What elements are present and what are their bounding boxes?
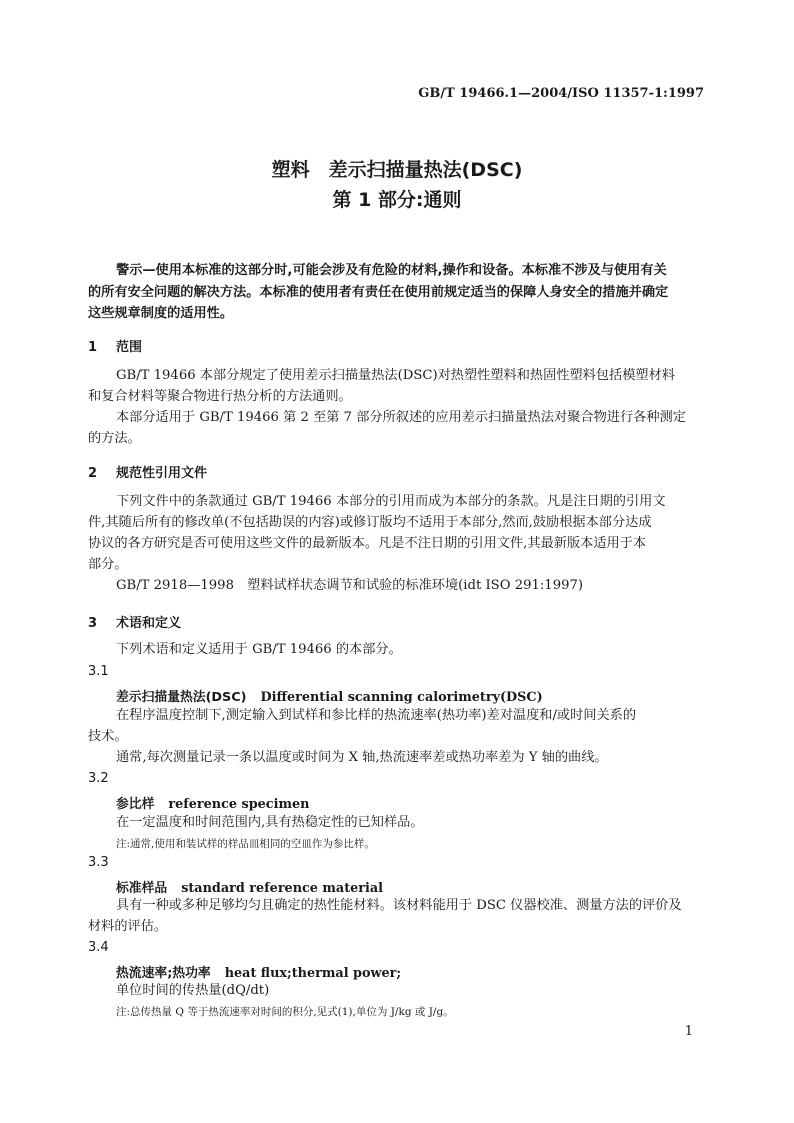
section-title: 规范性引用文件 [116, 466, 208, 481]
body-line: 通常,每次测量记录一条以温度或时间为 X 轴,热流速率差或热功率差为 Y 轴的曲线。 [116, 750, 608, 765]
body-line: 技术。 [88, 729, 128, 744]
term-number: 3.3 [88, 855, 109, 870]
body-line: 协议的各方研究是否可使用这些文件的最新版本。凡是不注日期的引用文件,其最新版本适用于本 [88, 536, 647, 551]
term-cn: 标准样品 [116, 881, 168, 896]
term-heading [116, 877, 383, 896]
section-number: 3 [88, 616, 98, 631]
term-cn: 热流速率;热功率 [116, 966, 211, 981]
term-number: 3.1 [88, 664, 109, 679]
body-line: 下列术语和定义适用于 GB/T 19466 的本部分。 [116, 642, 402, 657]
term-en: standard reference material [181, 881, 384, 896]
section-heading-terms [88, 612, 181, 631]
body-line: 下列文件中的条款通过 GB/T 19466 本部分的引用而成为本部分的条款。凡是注日期的引用文 [116, 494, 666, 509]
section-number: 1 [88, 340, 98, 355]
warning-line: 这些规章制度的适用性。 [88, 306, 234, 321]
body-line: 和复合材料等聚合物进行热分析的方法通则。 [88, 389, 352, 404]
section-title: 范围 [116, 340, 143, 355]
term-en: Differential scanning calorimetry(DSC) [260, 690, 543, 705]
term-cn: 参比样 [116, 797, 155, 812]
body-line: 件,其随后所有的修改单(不包括勘误的内容)或修订版均不适用于本部分,然而,鼓励根据本部分达成 [88, 515, 652, 530]
warning-line: 警示—使用本标准的这部分时,可能会涉及有危险的材料,操作和设备。本标准不涉及与使用有关 [116, 263, 667, 278]
term-heading [116, 962, 401, 981]
term-en: heat flux;thermal power; [224, 966, 402, 981]
document-subtitle: 第 1 部分:通则 [332, 189, 462, 211]
term-number: 3.2 [88, 771, 109, 786]
term-cn: 差示扫描量热法(DSC) [116, 690, 247, 705]
section-title: 术语和定义 [116, 616, 182, 631]
warning-line: 的所有安全问题的解决方法。本标准的使用者有责任在使用前规定适当的保障人身安全的措施并确定 [88, 285, 669, 300]
reference-entry: GB/T 2918—1998 塑料试样状态调节和试验的标准环境(idt ISO 291:1997) [116, 578, 584, 593]
term-heading [116, 793, 309, 812]
term-number: 3.4 [88, 940, 109, 955]
body-line: 具有一种或多种足够均匀且确定的热性能材料。该材料能用于 DSC 仪器校准、测量方法的评价及 [116, 898, 682, 913]
term-en: reference specimen [168, 797, 310, 812]
section-number: 2 [88, 466, 98, 481]
section-heading-scope [88, 336, 142, 355]
body-line: 部分。 [88, 557, 128, 572]
body-line: 单位时间的传热量(dQ/dt) [116, 983, 270, 998]
body-line: 的方法。 [88, 431, 141, 446]
body-line: 材料的评估。 [88, 919, 168, 934]
section-heading-references [88, 462, 207, 481]
document-title: 塑料 差示扫描量热法(DSC) [271, 159, 523, 181]
body-line: 在一定温度和时间范围内,具有热稳定性的已知样品。 [116, 815, 424, 830]
page-number: 1 [684, 1024, 693, 1039]
note-line: 注:总传热量 Q 等于热流速率对时间的积分,见式(1),单位为 J/kg 或 J/g。 [116, 1006, 454, 1018]
body-line: 在程序温度控制下,测定输入到试样和参比样的热流速率(热功率)差对温度和/或时间关系的 [116, 708, 637, 723]
body-line: GB/T 19466 本部分规定了使用差示扫描量热法(DSC)对热塑性塑料和热固性塑料包括模塑材料 [116, 368, 675, 383]
term-heading [116, 686, 543, 705]
note-line: 注:通常,使用和装试样的样品皿相同的空皿作为参比样。 [116, 838, 375, 850]
standard-code: GB/T 19466.1—2004/ISO 11357-1:1997 [418, 86, 704, 101]
body-line: 本部分适用于 GB/T 19466 第 2 至第 7 部分所叙述的应用差示扫描量热法对聚合物进行各种测定 [116, 410, 686, 425]
